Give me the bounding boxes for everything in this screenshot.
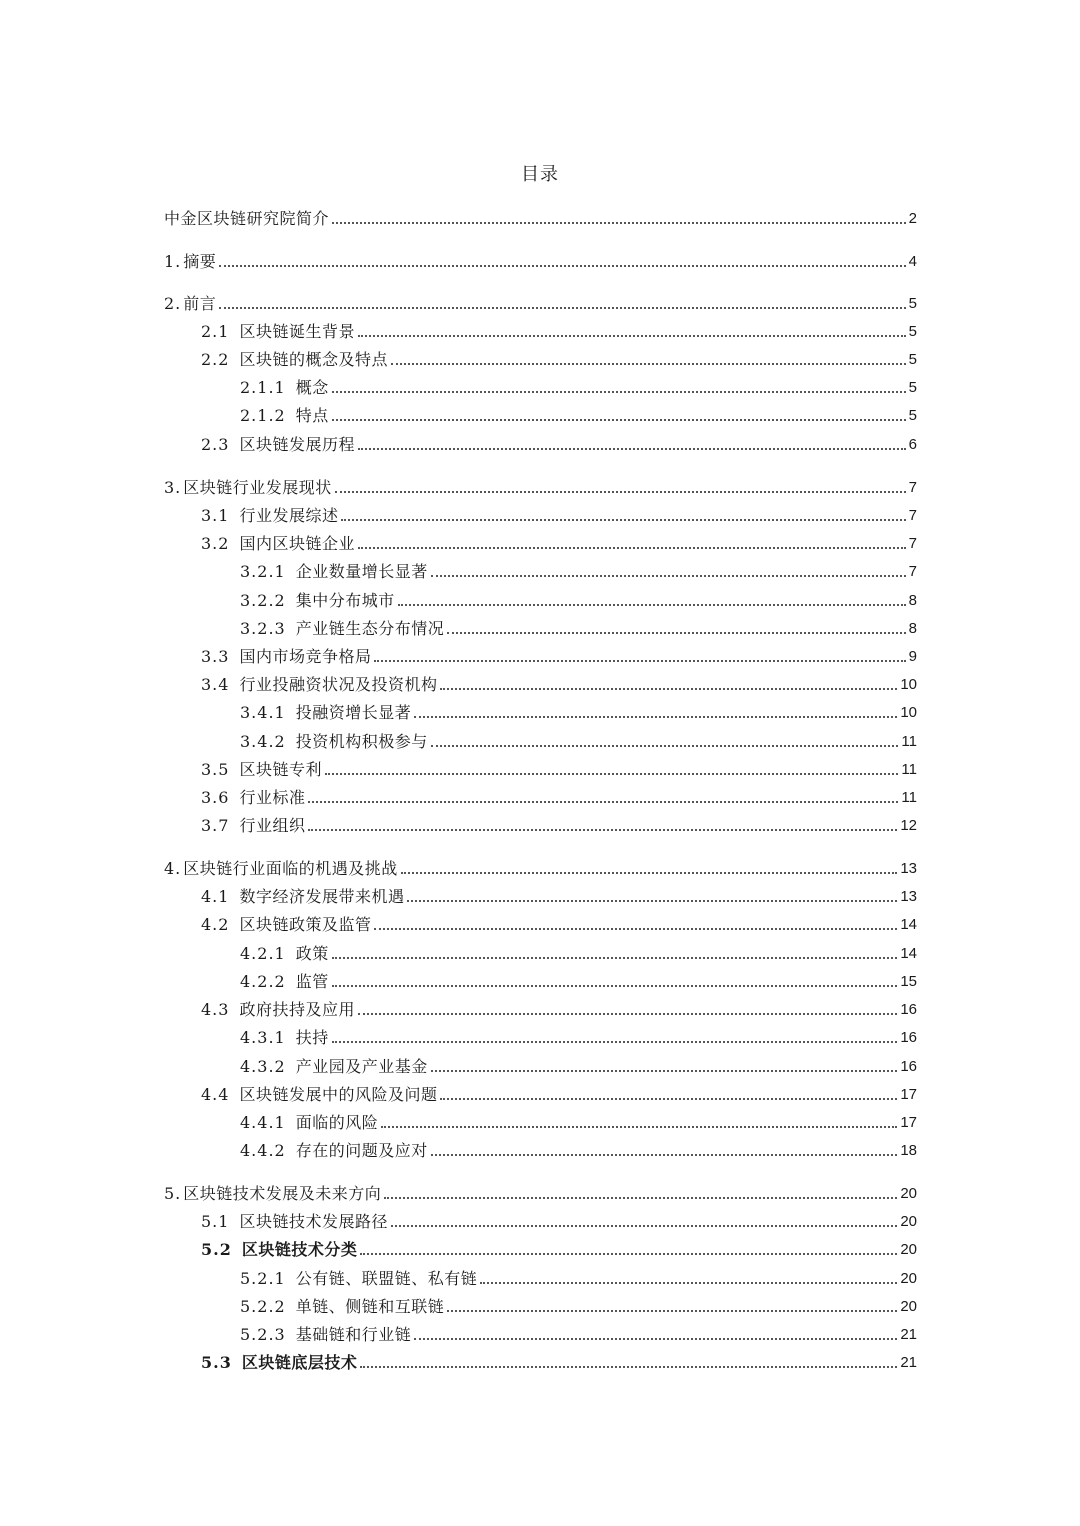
toc-entry-page-number: 18 — [900, 1142, 917, 1159]
toc-entry-page-number: 7 — [908, 479, 917, 496]
dot-leader — [219, 307, 905, 309]
toc-entry[interactable] — [164, 205, 917, 229]
toc-entry-number: 3.4 — [201, 675, 230, 694]
toc-entry-page-number: 5 — [908, 351, 917, 368]
toc-entry[interactable] — [240, 587, 917, 611]
toc-entry[interactable] — [240, 699, 917, 723]
dot-leader — [308, 829, 897, 831]
dot-leader — [447, 1310, 897, 1312]
dot-leader — [447, 632, 905, 634]
toc-entry-number: 3.4.1 — [240, 703, 286, 722]
toc-entry[interactable] — [201, 883, 917, 907]
dot-leader — [398, 604, 906, 606]
dot-leader — [414, 1338, 897, 1340]
toc-entry-number: 2.1.2 — [240, 406, 286, 425]
toc-entry-label — [240, 972, 329, 992]
toc-entry-page-number: 5 — [908, 407, 917, 424]
toc-entry-page-number: 7 — [908, 563, 917, 580]
dot-leader — [384, 1197, 897, 1199]
toc-entry-page-number: 17 — [900, 1114, 917, 1131]
toc-entry[interactable] — [201, 812, 917, 836]
dot-leader — [440, 1098, 897, 1100]
toc-entry-label — [164, 1184, 381, 1204]
toc-entry-page-number: 10 — [900, 704, 917, 721]
toc-entry-page-number: 6 — [908, 436, 917, 453]
toc-entry-text: 行业组织 — [239, 816, 306, 835]
toc-entry-page-number: 8 — [908, 592, 917, 609]
toc-entry-text: 监管 — [295, 972, 329, 991]
toc-entry-label — [201, 915, 371, 935]
dot-leader — [381, 1126, 897, 1128]
toc-entry-label — [240, 562, 428, 582]
toc-entry[interactable] — [201, 346, 917, 370]
toc-entry-page-number: 8 — [908, 620, 917, 637]
dot-leader — [358, 1013, 897, 1015]
toc-entry-label — [240, 591, 395, 611]
toc-entry-page-number: 20 — [900, 1241, 917, 1258]
toc-entry[interactable] — [240, 1321, 917, 1345]
toc-entry-text: 存在的问题及应对 — [295, 1141, 428, 1160]
dot-leader — [332, 1041, 898, 1043]
toc-entry-page-number: 5 — [908, 379, 917, 396]
toc-entry-text: 区块链技术发展及未来方向 — [183, 1184, 382, 1203]
toc-entry-label — [201, 435, 355, 455]
dot-leader — [219, 265, 905, 267]
toc-entry[interactable] — [240, 1024, 917, 1048]
toc-entry[interactable] — [164, 290, 917, 314]
toc-entry-label — [201, 1085, 437, 1105]
toc-entry[interactable] — [240, 1137, 917, 1161]
toc-entry-page-number: 10 — [900, 676, 917, 693]
toc-entry[interactable] — [201, 643, 917, 667]
dot-leader — [332, 391, 906, 393]
toc-entry-number: 5.1 — [201, 1212, 230, 1231]
toc-entry-label — [240, 1141, 428, 1161]
toc-entry-number: 4.3.2 — [240, 1057, 286, 1076]
toc-entry[interactable] — [201, 1349, 917, 1373]
toc-entry[interactable] — [240, 728, 917, 752]
toc-entry-text: 产业链生态分布情况 — [295, 619, 445, 638]
toc-entry-text: 区块链技术发展路径 — [239, 1212, 388, 1231]
toc-entry-text: 数字经济发展带来机遇 — [239, 887, 405, 906]
toc-entry-label — [201, 1240, 357, 1260]
toc-entry-text: 区块链诞生背景 — [239, 322, 355, 341]
toc-entry[interactable] — [164, 1180, 917, 1204]
toc-entry-page-number: 21 — [900, 1326, 917, 1343]
toc-entry-text: 区块链发展历程 — [239, 435, 355, 454]
toc-entry-page-number: 16 — [900, 1001, 917, 1018]
dot-leader — [391, 363, 906, 365]
toc-entry-page-number: 11 — [901, 789, 917, 806]
dot-leader — [332, 222, 906, 224]
dot-leader — [431, 745, 899, 747]
toc-entry-label — [164, 478, 332, 498]
toc-entry-page-number: 11 — [901, 733, 917, 750]
toc-entry-page-number: 5 — [908, 295, 917, 312]
toc-entry[interactable] — [201, 530, 917, 554]
dot-leader — [401, 872, 898, 874]
toc-entry[interactable] — [240, 402, 917, 426]
toc-entry-page-number: 20 — [900, 1185, 917, 1202]
toc-entry-label — [240, 703, 411, 723]
toc-entry-label — [240, 944, 329, 964]
toc-entry-page-number: 14 — [900, 916, 917, 933]
toc-entry[interactable] — [240, 615, 917, 639]
toc-entry-number: 2.1.1 — [240, 378, 286, 397]
dot-leader — [358, 547, 906, 549]
toc-entry-label — [201, 506, 338, 526]
toc-entry[interactable] — [201, 1081, 917, 1105]
toc-entry-label — [240, 619, 444, 639]
toc-entry-label — [240, 732, 428, 752]
dot-leader — [332, 957, 898, 959]
toc-entry-number: 2.3 — [201, 435, 230, 454]
toc-entry-label — [240, 406, 329, 426]
toc-entry-label — [201, 1212, 388, 1232]
toc-entry-number: 3.2.3 — [240, 619, 286, 638]
toc-entry-text: 国内市场竞争格局 — [239, 647, 372, 666]
toc-entry-text: 产业园及产业基金 — [295, 1057, 428, 1076]
dot-leader — [391, 1225, 897, 1227]
toc-entry-number: 5.2 — [201, 1240, 232, 1259]
toc-entry-text: 面临的风险 — [295, 1113, 379, 1132]
dot-leader — [360, 1253, 897, 1255]
toc-entry-text: 单链、侧链和互联链 — [295, 1297, 445, 1316]
toc-entry-page-number: 12 — [900, 817, 917, 834]
toc-entry-number: 2. — [164, 294, 182, 313]
toc-entry-page-number: 13 — [900, 888, 917, 905]
toc-entry-number: 1. — [164, 252, 182, 271]
toc-entry-number: 5.2.3 — [240, 1325, 286, 1344]
toc-entry-text: 前言 — [183, 294, 217, 313]
toc-title: 目录 — [521, 164, 559, 185]
toc-entry[interactable] — [201, 671, 917, 695]
toc-entry[interactable] — [240, 1265, 917, 1289]
toc-entry-page-number: 13 — [900, 860, 917, 877]
toc-entry-label — [201, 322, 355, 342]
toc-entry-number: 5. — [164, 1184, 182, 1203]
dot-leader — [431, 1070, 898, 1072]
toc-entry[interactable] — [201, 756, 917, 780]
toc-entry-label — [240, 1325, 411, 1345]
toc-entry-number: 4.4.1 — [240, 1113, 286, 1132]
toc-entry-number: 5.2.2 — [240, 1297, 286, 1316]
toc-entry-text: 行业标准 — [239, 788, 306, 807]
toc-entry-text: 区块链政策及监管 — [239, 915, 372, 934]
toc-entry-text: 概念 — [295, 378, 329, 397]
toc-entry-label — [164, 252, 216, 272]
toc-entry-label — [201, 675, 437, 695]
toc-entry-number: 3.4.2 — [240, 732, 286, 751]
toc-entry-page-number: 9 — [908, 648, 917, 665]
toc-entry-number: 4. — [164, 859, 182, 878]
toc-entry-label — [201, 350, 388, 370]
toc-entry-text: 扶持 — [295, 1028, 329, 1047]
dot-leader — [374, 928, 897, 930]
toc-entry[interactable] — [240, 1293, 917, 1317]
toc-entry-page-number: 7 — [908, 507, 917, 524]
toc-entry-text: 企业数量增长显著 — [295, 562, 428, 581]
toc-entry[interactable] — [164, 474, 917, 498]
toc-entry[interactable] — [201, 318, 917, 342]
toc-entry[interactable] — [164, 855, 917, 879]
toc-entry-page-number: 20 — [900, 1213, 917, 1230]
toc-entry-label — [201, 534, 355, 554]
toc-entry[interactable] — [240, 1053, 917, 1077]
toc-entry-label — [164, 859, 398, 879]
toc-entry-text: 区块链行业面临的机遇及挑战 — [183, 859, 398, 878]
toc-entry-number: 2.1 — [201, 322, 230, 341]
toc-entry-number: 4.2 — [201, 915, 230, 934]
dot-leader — [414, 716, 897, 718]
toc-entry-text: 基础链和行业链 — [295, 1325, 412, 1344]
toc-entry[interactable] — [240, 1109, 917, 1133]
toc-entry-page-number: 21 — [900, 1354, 917, 1371]
toc-entry-number: 3.2.2 — [240, 591, 286, 610]
toc-entry-text: 投资机构积极参与 — [295, 732, 428, 751]
dot-leader — [440, 688, 897, 690]
toc-entry-number: 4.1 — [201, 887, 230, 906]
dot-leader — [332, 985, 898, 987]
toc-entry-text: 区块链的概念及特点 — [239, 350, 388, 369]
toc-entry-number: 4.3.1 — [240, 1028, 286, 1047]
toc-entry-number: 3.7 — [201, 816, 230, 835]
toc-entry-label — [201, 1353, 357, 1373]
toc-entry[interactable] — [201, 431, 917, 455]
dot-leader — [332, 419, 906, 421]
dot-leader — [325, 773, 898, 775]
toc-entry-number: 3.6 — [201, 788, 230, 807]
toc-entry-label — [201, 816, 305, 836]
toc-entry-page-number: 15 — [900, 973, 917, 990]
dot-leader — [308, 801, 898, 803]
toc-entry-label — [164, 294, 216, 314]
toc-entry-text: 区块链发展中的风险及问题 — [239, 1085, 438, 1104]
toc-entry[interactable] — [201, 502, 917, 526]
toc-entry-label — [201, 647, 371, 667]
toc-entry-page-number: 20 — [900, 1298, 917, 1315]
dot-leader — [358, 335, 906, 337]
dot-leader — [360, 1366, 897, 1368]
toc-entry-number: 3.5 — [201, 760, 230, 779]
toc-entry-number: 4.4 — [201, 1085, 230, 1104]
toc-entry-page-number: 16 — [900, 1029, 917, 1046]
toc-entry-page-number: 14 — [900, 945, 917, 962]
toc-entry-number: 3.3 — [201, 647, 230, 666]
dot-leader — [407, 900, 897, 902]
toc-entry-label — [201, 760, 322, 780]
toc-entry-number: 3.2 — [201, 534, 230, 553]
toc-entry-text: 中金区块链研究院简介 — [164, 209, 330, 228]
toc-entry-number: 3.2.1 — [240, 562, 286, 581]
toc-entry[interactable] — [201, 996, 917, 1020]
toc-entry-number: 4.3 — [201, 1000, 230, 1019]
toc-entry[interactable] — [201, 1236, 917, 1260]
dot-leader — [431, 575, 906, 577]
toc-entry-number: 3.1 — [201, 506, 230, 525]
toc-entry-label — [201, 1000, 355, 1020]
toc-entry-page-number: 11 — [901, 761, 917, 778]
dot-leader — [431, 1154, 898, 1156]
toc-entry-text: 区块链行业发展现状 — [183, 478, 332, 497]
toc-entry-page-number: 16 — [900, 1058, 917, 1075]
dot-leader — [480, 1282, 897, 1284]
toc-entry-text: 国内区块链企业 — [239, 534, 355, 553]
dot-leader — [374, 660, 905, 662]
toc-entry[interactable] — [164, 248, 917, 272]
toc-entry-label — [201, 887, 404, 907]
toc-entry-number: 4.4.2 — [240, 1141, 286, 1160]
toc-entry[interactable] — [240, 940, 917, 964]
toc-entry[interactable] — [240, 968, 917, 992]
toc-entry-label — [164, 209, 329, 229]
dot-leader — [341, 519, 905, 521]
toc-entry-page-number: 5 — [908, 323, 917, 340]
toc-entry-page-number: 20 — [900, 1270, 917, 1287]
toc-entry-number: 2.2 — [201, 350, 230, 369]
toc-entry-text: 集中分布城市 — [295, 591, 395, 610]
toc-entry-number: 3. — [164, 478, 182, 497]
toc-entry-page-number: 17 — [900, 1086, 917, 1103]
toc-entry-text: 公有链、联盟链、私有链 — [295, 1269, 478, 1288]
toc-entry-page-number: 7 — [908, 535, 917, 552]
toc-entry-text: 区块链底层技术 — [241, 1353, 358, 1372]
toc-entry-text: 区块链技术分类 — [241, 1240, 358, 1259]
toc-entry[interactable] — [201, 911, 917, 935]
dot-leader — [335, 491, 906, 493]
toc-entry-number: 4.2.1 — [240, 944, 286, 963]
toc-entry-text: 特点 — [295, 406, 329, 425]
toc-entry-number: 5.3 — [201, 1353, 232, 1372]
toc-entry-label — [240, 378, 329, 398]
toc-entry-label — [240, 1269, 477, 1289]
toc-entry-label — [240, 1113, 378, 1133]
toc-entry-label — [240, 1028, 329, 1048]
toc-entry-text: 投融资增长显著 — [295, 703, 412, 722]
toc-entry-number: 5.2.1 — [240, 1269, 286, 1288]
toc-entry-text: 政策 — [295, 944, 329, 963]
toc-entry[interactable] — [201, 784, 917, 808]
toc-entry-text: 行业发展综述 — [239, 506, 339, 525]
toc-entry-text: 区块链专利 — [239, 760, 322, 779]
toc-entry[interactable] — [240, 374, 917, 398]
toc-entry-text: 摘要 — [183, 252, 217, 271]
toc-entry-number: 4.2.2 — [240, 972, 286, 991]
toc-entry-text: 政府扶持及应用 — [239, 1000, 355, 1019]
toc-entry-page-number: 4 — [908, 253, 917, 270]
toc-entry[interactable] — [201, 1208, 917, 1232]
toc-entry-label — [201, 788, 305, 808]
toc-entry[interactable] — [240, 558, 917, 582]
dot-leader — [358, 448, 906, 450]
toc-entry-label — [240, 1297, 444, 1317]
toc-entry-label — [240, 1057, 428, 1077]
toc-entry-text: 行业投融资状况及投资机构 — [239, 675, 438, 694]
toc-entry-page-number: 2 — [908, 210, 917, 227]
